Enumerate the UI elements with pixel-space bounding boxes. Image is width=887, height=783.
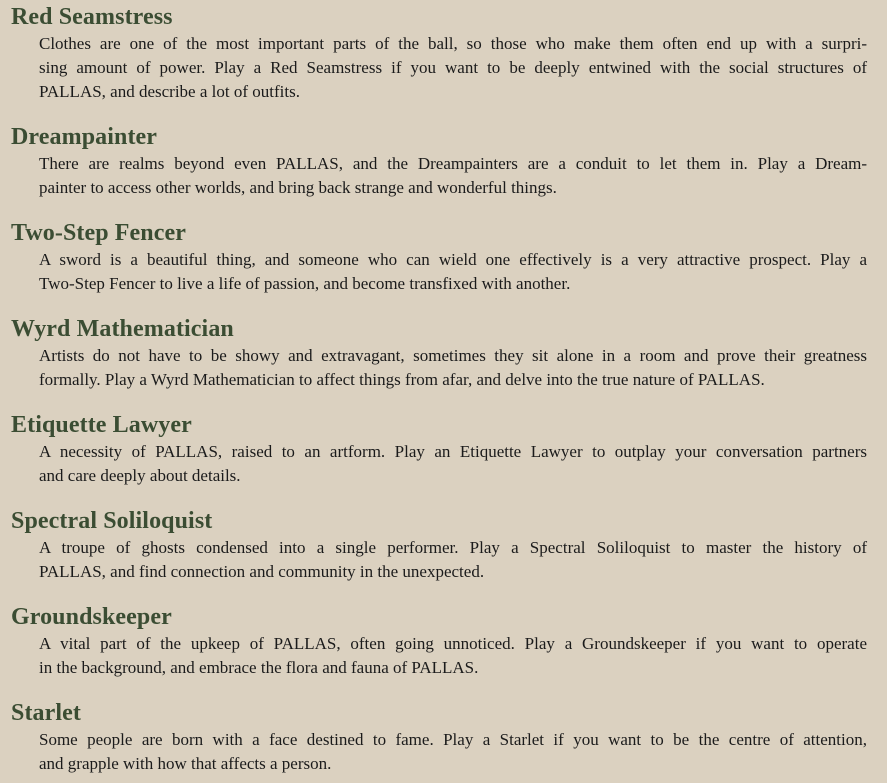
entry-title: Spectral Soliloquist: [11, 508, 213, 534]
entry-description: [11, 152, 867, 200]
description-line: Some people are born with a face destined to fame. Play a Starlet if you want to be the centre of attention,: [39, 730, 867, 749]
entry-red-seamstress: [11, 2, 867, 104]
entry-dreampainter: [11, 122, 867, 200]
entry-spectral-soliloquist: [11, 506, 867, 584]
description-line: sing amount of power. Play a Red Seamstress if you want to be deeply entwined with the social structures of: [39, 58, 867, 77]
entry-description: [11, 32, 867, 104]
description-line: and grapple with how that affects a person.: [39, 754, 332, 773]
entry-title: Dreampainter: [11, 124, 158, 150]
entry-title: Starlet: [11, 700, 82, 726]
description-line: painter to access other worlds, and bring back strange and wonderful things.: [39, 178, 557, 197]
entry-description: [11, 728, 867, 776]
entry-etiquette-lawyer: [11, 410, 867, 488]
description-line: in the background, and embrace the flora and fauna of PALLAS.: [39, 658, 479, 677]
entry-wyrd-mathematician: [11, 314, 867, 392]
entry-groundskeeper: [11, 602, 867, 680]
description-line: There are realms beyond even PALLAS, and the Dreampainters are a conduit to let them in. Play a Dream-: [39, 154, 867, 173]
entry-title: Groundskeeper: [11, 604, 172, 630]
entry-description: [11, 248, 867, 296]
description-line: A troupe of ghosts condensed into a single performer. Play a Spectral Soliloquist to master the history of: [39, 538, 867, 557]
description-line: and care deeply about details.: [39, 466, 241, 485]
entry-description: [11, 344, 867, 392]
entry-title: Wyrd Mathematician: [11, 316, 234, 342]
entry-description: [11, 632, 867, 680]
entry-starlet: [11, 698, 867, 776]
description-line: Clothes are one of the most important parts of the ball, so those who make them often end up with a surpri-: [39, 34, 867, 53]
entry-title: Etiquette Lawyer: [11, 412, 192, 438]
entry-description: [11, 440, 867, 488]
description-line: A vital part of the upkeep of PALLAS, often going unnoticed. Play a Groundskeeper if you want to operate: [39, 634, 867, 653]
entry-title: Two-Step Fencer: [11, 220, 187, 246]
description-line: A sword is a beautiful thing, and someone who can wield one effectively is a very attractive prospect. Play a: [39, 250, 867, 269]
description-line: A necessity of PALLAS, raised to an artform. Play an Etiquette Lawyer to outplay your conversation partners: [39, 442, 867, 461]
description-line: Two-Step Fencer to live a life of passion, and become transfixed with another.: [39, 274, 571, 293]
description-line: Artists do not have to be showy and extravagant, sometimes they sit alone in a room and prove their greatness: [39, 346, 867, 365]
entry-two-step-fencer: [11, 218, 867, 296]
description-line: formally. Play a Wyrd Mathematician to affect things from afar, and delve into the true nature of PALLAS.: [39, 370, 765, 389]
description-line: PALLAS, and find connection and community in the unexpected.: [39, 562, 485, 581]
entry-description: [11, 536, 867, 584]
entry-title: Red Seamstress: [11, 4, 173, 30]
description-line: PALLAS, and describe a lot of outfits.: [39, 82, 300, 101]
